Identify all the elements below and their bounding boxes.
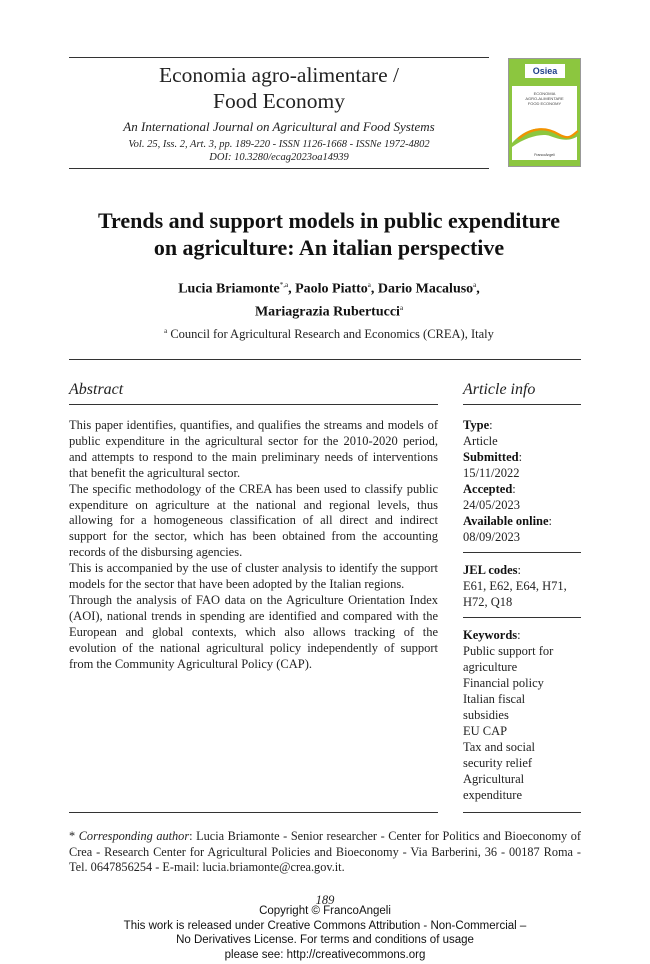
license-line: No Derivatives License. For terms and conditions of usage xyxy=(176,934,474,946)
keyword-line: EU CAP xyxy=(463,724,508,738)
label-colon: : xyxy=(518,450,523,464)
journal-title-line1: Economia agro-alimentare / xyxy=(159,63,399,87)
jel-value-line2: H72, Q18 xyxy=(463,595,513,609)
available-online-label: Available online xyxy=(463,514,549,528)
accepted-row xyxy=(463,481,581,497)
keyword-line: Agricultural xyxy=(463,772,525,786)
jel-value-line1: E61, E62, E64, H71, xyxy=(463,579,567,593)
abstract-paragraph: This paper identifies, quantifies, and qualifies the streams and models of public expenditure in the agricultural sector for the 2010-2020 period, and attempts to respond to the main preliminary needs of interventions that benefit the agricultural sector. xyxy=(69,418,438,480)
label-colon: : xyxy=(512,482,516,496)
license-link-line: please see: http://creativecommons.org xyxy=(224,948,426,961)
cover-left-border xyxy=(509,59,512,166)
jel-rule xyxy=(463,617,581,618)
cover-right-border xyxy=(577,59,580,166)
submitted-row xyxy=(463,449,581,465)
author-separator: , xyxy=(476,281,480,297)
cover-title-text xyxy=(515,91,574,106)
keywords-row xyxy=(463,627,581,643)
copyright-line: Copyright © FrancoAngeli xyxy=(259,905,391,917)
keywords-label: Keywords xyxy=(463,628,518,642)
keyword-line: Financial policy xyxy=(463,676,544,690)
cover-text-line3: FOOD ECONOMY xyxy=(527,101,562,106)
available-online-value: 08/09/2023 xyxy=(463,530,520,544)
journal-cover-thumbnail xyxy=(508,58,581,167)
affiliation-text: Council for Agricultural Research and Economics (CREA), Italy xyxy=(167,327,494,342)
keyword-line: expenditure xyxy=(463,788,523,802)
dates-rule xyxy=(463,552,581,553)
submitted-label: Submitted xyxy=(463,450,519,464)
footnote-label: Corresponding author xyxy=(78,829,190,843)
footnote-text: : Lucia Briamonte - Senior researcher - Center for Politics and Bioeconomy of Crea - Research Center for Agricultural Policies and Bioeconomy - Via Barberini, 36 - 00187 Roma - Tel. 0647856254 - E-mail: lucia.briamonte@crea.gov.it. xyxy=(69,829,581,874)
accepted-label: Accepted xyxy=(463,482,513,496)
type-label: Type xyxy=(463,418,490,432)
author-list xyxy=(40,276,618,321)
jel-row xyxy=(463,562,581,578)
author-name: Lucia Briamonte xyxy=(178,281,280,297)
journal-subtitle: An International Journal on Agricultural and Food Systems xyxy=(123,119,435,134)
journal-volume-issn: Vol. 25, Iss. 2, Art. 3, pp. 189-220 - ISSN 1126-1668 - ISSNe 1972-4802 xyxy=(128,139,430,150)
abstract-paragraph: Through the analysis of FAO data on the Agriculture Orientation Index (AOI), national trends in spending are identified and compared with the European and global contexts, which also allows tracking of the evolution of the national agricultural policy independently of support from the Community Agricultural Policy (CAP). xyxy=(69,592,438,671)
paper-title-line1: Trends and support models in public expenditure xyxy=(97,208,561,233)
author-name: Dario Macaluso xyxy=(377,281,474,297)
journal-meta xyxy=(70,138,488,164)
keyword-line: agriculture xyxy=(463,660,518,674)
author-affiliation-marker: a xyxy=(367,281,371,289)
article-dates xyxy=(463,417,581,545)
abstract-paragraph: The specific methodology of the CREA has been used to classify public expenditure on agriculture at the national and regional levels, thus allowing for a homogeneous classification of all direct and indirect support for the sector, which has been obtained from the accounting records of the disbursing agencies. xyxy=(69,481,438,560)
license-notice xyxy=(0,904,650,962)
keyword-line: security relief xyxy=(463,756,533,770)
label-colon: : xyxy=(548,514,553,528)
article-info-bottom-rule xyxy=(463,812,581,813)
paper-title-line2: on agriculture: An italian perspective xyxy=(153,235,505,260)
cover-bottom-band xyxy=(509,160,580,166)
cover-logo: Osiea xyxy=(525,64,565,78)
affiliation xyxy=(40,327,618,342)
label-colon: : xyxy=(517,628,521,642)
abstract-bottom-rule xyxy=(69,812,438,813)
available-online-row xyxy=(463,513,581,529)
journal-doi: DOI: 10.3280/ecag2023oa14939 xyxy=(209,152,349,163)
affiliation-marker: a xyxy=(164,327,168,335)
label-colon: : xyxy=(517,563,522,577)
jel-codes xyxy=(463,562,581,610)
page-number: 189 xyxy=(315,893,335,907)
abstract-body xyxy=(69,418,438,673)
keyword-line: Tax and social xyxy=(463,740,536,754)
article-info-heading-rule xyxy=(463,404,581,405)
article-info-heading: Article info xyxy=(463,381,536,398)
license-line: This work is released under Creative Commons Attribution - Non-Commercial – xyxy=(123,919,527,932)
author-line1 xyxy=(40,276,618,299)
type-value: Article xyxy=(463,434,498,448)
corresponding-author-footnote xyxy=(69,829,581,876)
cover-wave-graphic xyxy=(512,119,579,149)
submitted-value: 15/11/2022 xyxy=(463,466,520,480)
author-name: Paolo Piatto xyxy=(295,281,368,297)
jel-label: JEL codes xyxy=(463,563,518,577)
abstract-paragraph: This is accompanied by the use of cluster analysis to identify the support models for the sector that have been adopted by the Italian regions. xyxy=(69,561,438,592)
journal-title-line2: Food Economy xyxy=(213,89,345,113)
author-affiliation-marker: a xyxy=(473,281,477,289)
author-separator: , xyxy=(288,281,296,297)
cover-text-line1: ECONOMIA xyxy=(533,91,556,96)
author-line2 xyxy=(40,299,618,322)
abstract-heading: Abstract xyxy=(69,381,124,398)
keyword-line: Italian fiscal xyxy=(463,692,526,706)
title-block-rule xyxy=(69,359,581,360)
header-bottom-rule xyxy=(69,168,489,169)
footnote-marker: * xyxy=(69,829,79,843)
cover-text-line2: AGRO-ALIMENTARE xyxy=(525,96,564,101)
accepted-value: 24/05/2023 xyxy=(463,498,520,512)
header-top-rule xyxy=(69,57,489,58)
keywords xyxy=(463,627,581,803)
type-row xyxy=(463,417,581,433)
paper-title xyxy=(40,207,618,261)
author-separator: , xyxy=(370,281,378,297)
keyword-line: subsidies xyxy=(463,708,509,722)
author-name: Mariagrazia Rubertucci xyxy=(254,304,400,320)
author-affiliation-marker: *,a xyxy=(279,281,289,289)
label-colon: : xyxy=(489,418,493,432)
abstract-heading-rule xyxy=(69,404,438,405)
cover-publisher: FrancoAngeli xyxy=(534,153,555,157)
author-affiliation-marker: a xyxy=(399,303,404,312)
keyword-line: Public support for xyxy=(463,644,554,658)
journal-title xyxy=(70,62,488,114)
